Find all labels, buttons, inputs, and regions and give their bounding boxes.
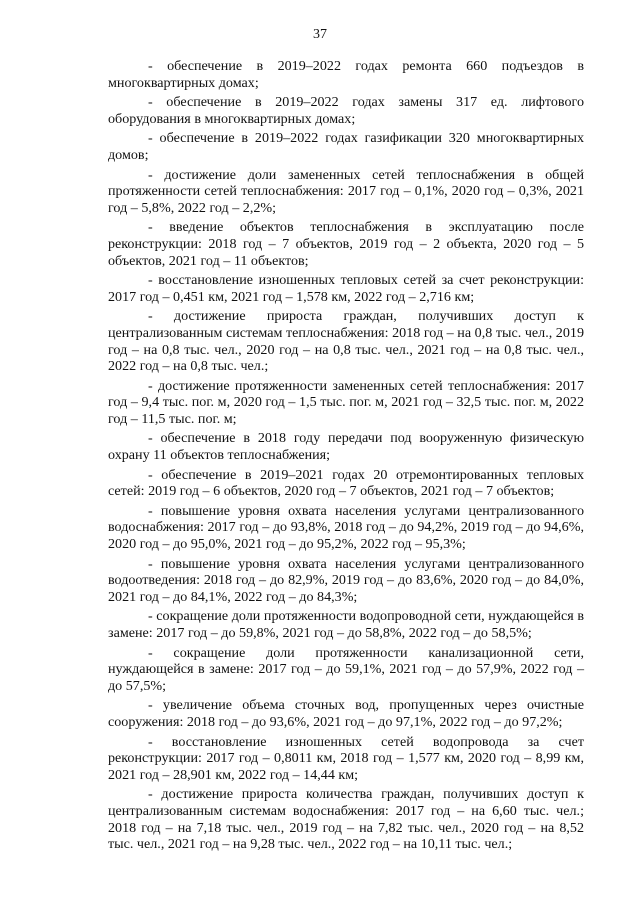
- list-item: - восстановление изношенных сетей водопровода за счет реконструкции: 2017 год – 0,8011 км, 2018 год – 1,577 км, 2020 год – 8,99 км, 2021 год – 28,901 км, 2022 год – 14,44 км;: [108, 733, 584, 783]
- list-item: - введение объектов теплоснабжения в эксплуатацию после реконструкции: 2018 год – 7 объектов, 2019 год – 2 объекта, 2020 год – 5 объектов, 2021 год – 11 объектов;: [108, 219, 584, 269]
- list-item: - обеспечение в 2019–2022 годах газификации 320 многоквартирных домов;: [108, 130, 584, 163]
- list-item: - повышение уровня охвата населения услугами централизованного водоснабжения: 2017 год – до 93,8%, 2018 год – до 94,2%, 2019 год – до 94,6%, 2020 год – до 95,0%, 2021 год – до 95,2%, 2022 год – 95,3%;: [108, 502, 584, 553]
- list-item: - обеспечение в 2019–2022 годах ремонта 660 подъездов в многоквартирных домах;: [108, 58, 584, 91]
- list-item: - достижение протяженности замененных сетей теплоснабжения: 2017 год – 9,4 тыс. пог. м, 2020 год – 1,5 тыс. пог. м, 2021 год – 32,5 тыс. пог. м, 2022 год – 11,5 тыс. пог. м;: [108, 377, 584, 427]
- list-item: - достижение прироста граждан, получивших доступ к централизованным системам теплоснабжения: 2018 год – на 0,8 тыс. чел., 2019 год – на 0,8 тыс. чел., 2020 год – на 0,8 тыс. чел., 2021 год – на 0,8 тыс. чел., 2022 год – на 0,8 тыс. чел.;: [108, 308, 584, 375]
- page-number: 37: [313, 27, 327, 42]
- list-item: - сокращение доли протяженности водопроводной сети, нуждающейся в замене: 2017 год – до 59,8%, 2021 год – до 58,8%, 2022 год – до 58,5%;: [108, 608, 584, 641]
- list-item: - достижение прироста количества граждан, получивших доступ к централизованным системам водоснабжения: 2017 год – на 6,60 тыс. чел.; 2018 год – на 7,18 тыс. чел., 2019 год – на 7,82 тыс. чел., 2020 год – на 8,52 тыс. чел., 2021 год – на 9,28 тыс. чел., 2022 год – на 10,11 тыс. чел.;: [108, 786, 584, 853]
- list-item: - повышение уровня охвата населения услугами централизованного водоотведения: 2018 год – до 82,9%, 2019 год – до 83,6%, 2020 год – до 84,0%, 2021 год – до 84,1%, 2022 год – до 84,3%;: [108, 555, 584, 605]
- list-item: - увеличение объема сточных вод, пропущенных через очистные сооружения: 2018 год – до 93,6%, 2021 год – до 97,1%, 2022 год – до 97,2%;: [108, 697, 584, 730]
- list-item: - сокращение доли протяженности канализационной сети, нуждающейся в замене: 2017 год – до 59,1%, 2021 год – до 57,9%, 2022 год – до 57,5%;: [108, 644, 584, 694]
- list-item: - обеспечение в 2018 году передачи под вооруженную физическую охрану 11 объектов теплоснабжения;: [108, 430, 584, 464]
- list-item: - обеспечение в 2019–2022 годах замены 317 ед. лифтового оборудования в многоквартирных домах;: [108, 94, 584, 127]
- list-item: - достижение доли замененных сетей теплоснабжения в общей протяженности сетей теплоснабжения: 2017 год – 0,1%, 2020 год – 0,3%, 2021 год – 5,8%, 2022 год – 2,2%;: [108, 166, 584, 216]
- document-body: [108, 58, 584, 856]
- list-item: - обеспечение в 2019–2021 годах 20 отремонтированных тепловых сетей: 2019 год – 6 объектов, 2020 год – 7 объектов, 2021 год – 7 объектов;: [108, 466, 584, 500]
- list-item: - восстановление изношенных тепловых сетей за счет реконструкции: 2017 год – 0,451 км, 2021 год – 1,578 км, 2022 год – 2,716 км;: [108, 272, 584, 305]
